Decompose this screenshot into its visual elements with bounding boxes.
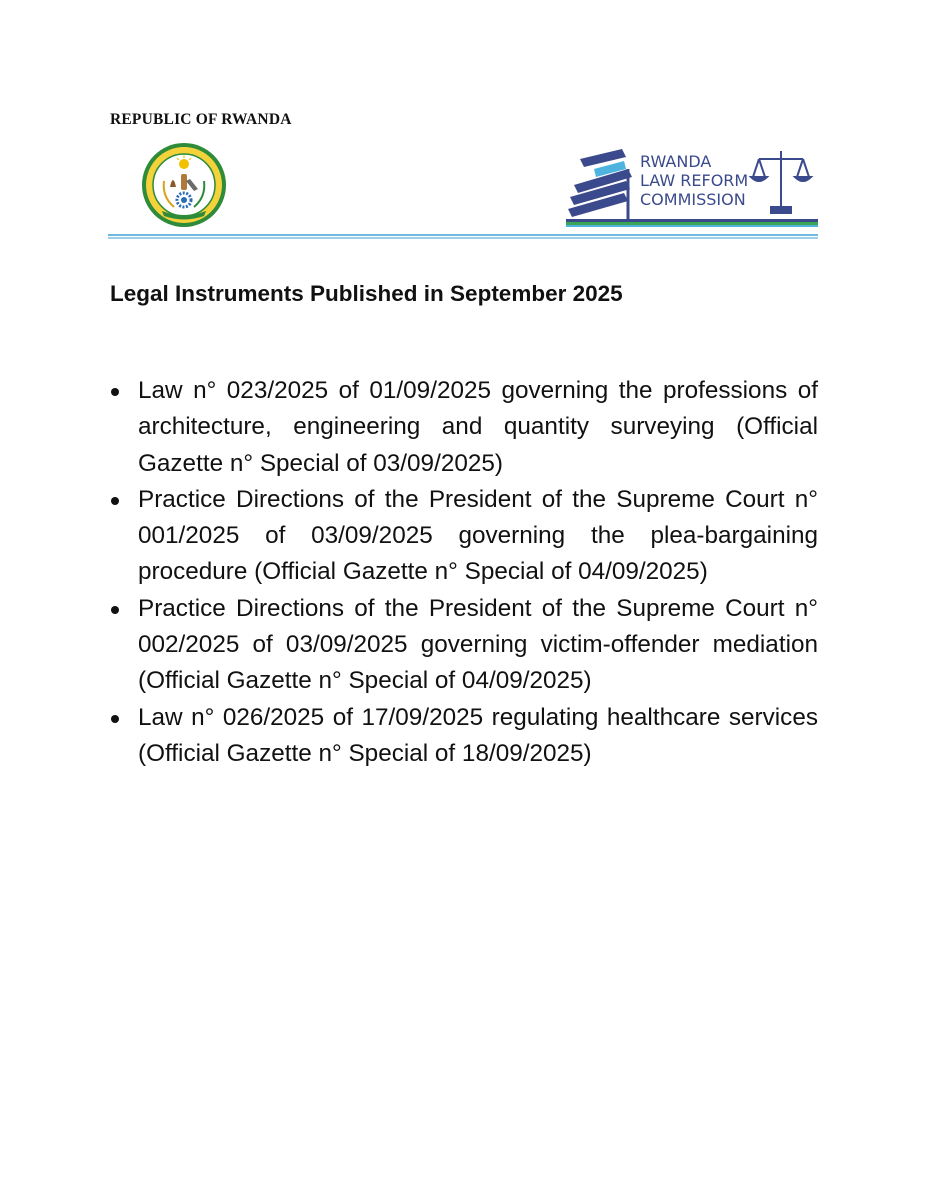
list-item <box>110 482 818 591</box>
header-divider <box>108 234 818 236</box>
instruments-list <box>110 373 818 772</box>
country-heading: REPUBLIC OF RWANDA <box>110 111 292 128</box>
list-item-text: Practice Directions of the President of the Supreme Court n° 001/2025 of 03/09/2025 governing the plea-bargaining procedure (Official Gazette n° Special of 04/09/2025) <box>138 485 818 586</box>
document-title: Legal Instruments Published in September 2025 <box>110 281 623 306</box>
header-divider-secondary <box>108 237 818 239</box>
commission-logo <box>566 147 818 227</box>
list-item <box>110 591 818 700</box>
bullet-icon <box>111 388 119 396</box>
bullet-icon <box>111 606 119 614</box>
building-icon <box>568 149 632 219</box>
list-item-text: Law n° 023/2025 of 01/09/2025 governing the professions of architecture, engineering and quantity surveying (Official Gazette n° Special of 03/09/2025) <box>138 377 818 477</box>
rwanda-coat-of-arms-icon <box>140 141 228 229</box>
list-item-text: Law n° 026/2025 of 17/09/2025 regulating healthcare services (Official Gazette n° Special of 18/09/2025) <box>138 703 818 767</box>
logo-text-line-1: RWANDA <box>640 152 712 171</box>
list-item <box>110 373 818 482</box>
list-item <box>110 700 818 773</box>
scales-of-justice-icon <box>751 151 811 213</box>
logo-text-line-3: COMMISSION <box>640 190 746 209</box>
list-item-text: Practice Directions of the President of the Supreme Court n° 002/2025 of 03/09/2025 governing victim-offender mediation (Official Gazette n° Special of 04/09/2025) <box>138 594 818 695</box>
bullet-icon <box>111 715 119 723</box>
bullet-icon <box>111 497 119 505</box>
logo-text-line-2: LAW REFORM <box>640 171 749 190</box>
